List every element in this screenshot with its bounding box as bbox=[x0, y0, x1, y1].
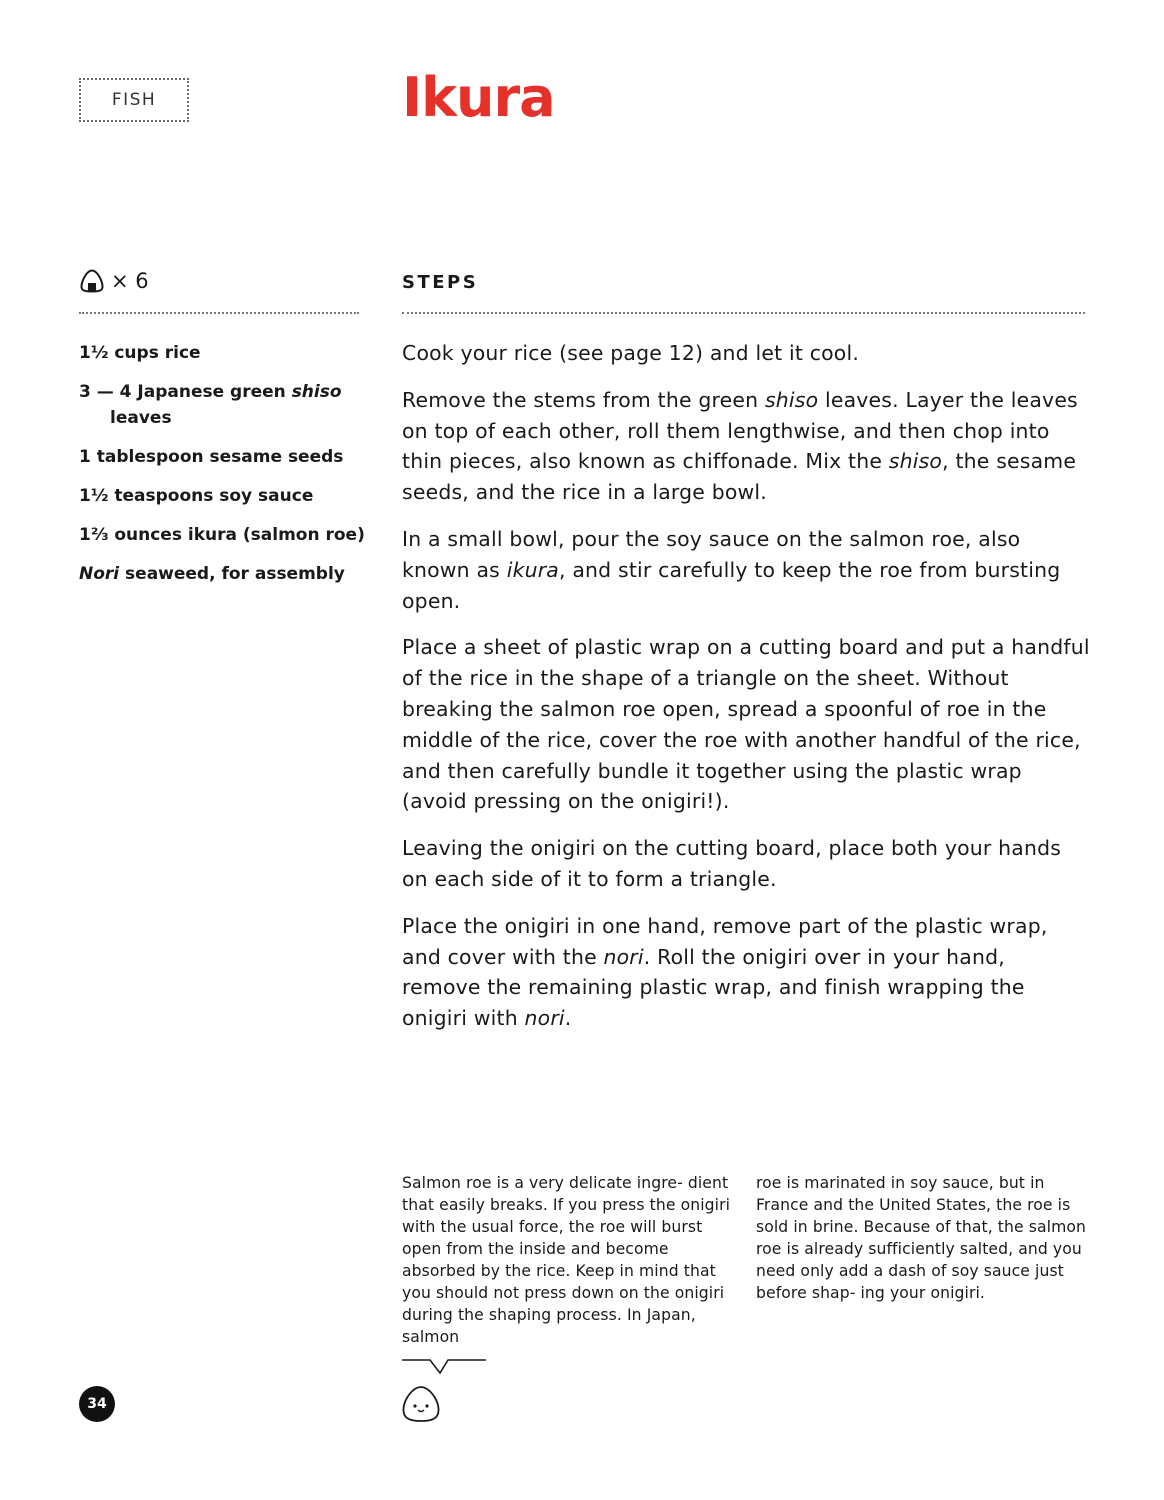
step-paragraph: Place the onigiri in one hand, remove part of the plastic wrap, and cover with the nori. Roll the onigiri over in your hand, remove the remaining plastic wrap, and finish wrapping the onigiri with nori. bbox=[402, 913, 1048, 1031]
tip-note-column-2: roe is marinated in soy sauce, but in France and the United States, the roe is sold in brine. Because of that, the salmon roe is already sufficiently salted, and you need only add a dash of soy sauce just before shap- ing your onigiri. bbox=[756, 1174, 1086, 1302]
step-paragraph: Place a sheet of plastic wrap on a cutting board and put a handful of the rice in the shape of a triangle on the sheet. Without breaking the salmon roe open, spread a spoonful of roe in the middle of the rice, cover the roe with another handful of the rice, and then carefully bundle it together using the plastic wrap (avoid pressing on the onigiri!). bbox=[402, 635, 1090, 814]
ingredient-item: 3 — 4 Japanese green shiso leaves bbox=[79, 382, 342, 428]
recipe-title: Ikura bbox=[402, 66, 555, 129]
onigiri-face-icon bbox=[401, 1385, 441, 1423]
ingredients-divider bbox=[79, 312, 359, 314]
speech-bubble-tail-icon bbox=[402, 1358, 488, 1376]
tip-note-column-1: Salmon roe is a very delicate ingre- dient that easily breaks. If you press the onigiri with the usual force, the roe will burst open from the inside and become absorbed by the rice. Keep in mind that you should not press down on the onigiri during the shaping process. In Japan, salmon bbox=[402, 1174, 731, 1346]
category-tag bbox=[79, 78, 189, 122]
step-paragraph: In a small bowl, pour the soy sauce on the salmon roe, also known as ikura, and stir carefully to keep the roe from bursting open. bbox=[402, 526, 1061, 613]
step-paragraph: Remove the stems from the green shiso leaves. Layer the leaves on top of each other, roll them lengthwise, and then chop into thin pieces, also known as chiffonade. Mix the shiso, the sesame seeds, and the rice in a large bowl. bbox=[402, 387, 1078, 505]
ingredient-item: 1½ teaspoons soy sauce bbox=[79, 486, 314, 506]
onigiri-icon bbox=[79, 268, 105, 294]
servings-count: × 6 bbox=[111, 269, 149, 293]
steps-list bbox=[402, 338, 1090, 1050]
ingredient-item: 1⅔ ounces ikura (salmon roe) bbox=[79, 525, 365, 545]
steps-heading: STEPS bbox=[402, 272, 479, 293]
page-number: 34 bbox=[79, 1386, 115, 1422]
steps-divider bbox=[402, 312, 1085, 314]
servings bbox=[79, 268, 149, 294]
ingredient-item: 1½ cups rice bbox=[79, 343, 201, 363]
ingredient-item: 1 tablespoon sesame seeds bbox=[79, 447, 344, 467]
ingredient-item: Nori seaweed, for assembly bbox=[79, 564, 345, 584]
step-paragraph: Leaving the onigiri on the cutting board, place both your hands on each side of it to form a triangle. bbox=[402, 836, 1062, 891]
ingredients-list bbox=[79, 340, 369, 600]
category-label: FISH bbox=[111, 90, 157, 110]
step-paragraph: Cook your rice (see page 12) and let it cool. bbox=[402, 341, 860, 365]
